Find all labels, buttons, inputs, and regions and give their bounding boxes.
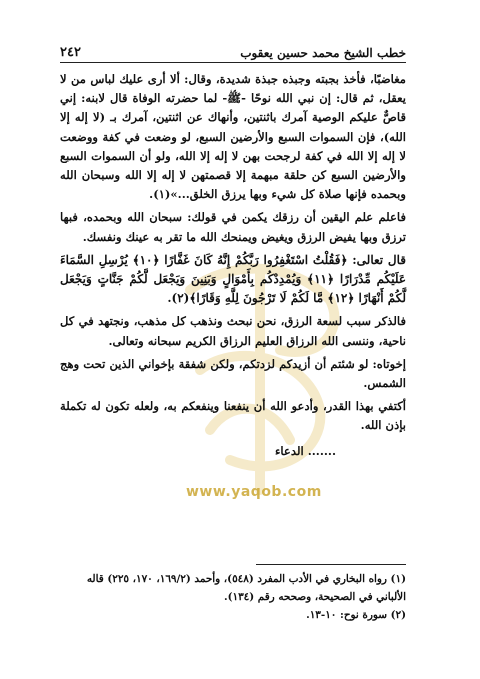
watermark-url: www.yaqob.com — [186, 484, 322, 500]
header-title: خطب الشيخ محمد حسين يعقوب — [240, 46, 406, 60]
footnote: (٢) سورة نوح: ١٠-١٣. — [306, 609, 406, 621]
paragraph: أكتفي بهذا القدر، وأدعو الله أن ينفعنا وينفعكم به، ولعله تكون له تكملة بإذن الله. — [60, 399, 406, 433]
page-number: ٢٤٢ — [60, 45, 81, 60]
page-header — [60, 42, 406, 60]
footnote-rule — [256, 564, 406, 565]
closing-dua: ....... الدعاء — [274, 443, 336, 458]
footnotes — [60, 570, 406, 624]
paragraph: إخوتاه: لو شئتم أن أزيدكم لزدتكم، ولكن شفقة بإخواني الذين تحت وهج الشمس. — [60, 356, 406, 391]
paragraph: فاعلم علم اليقين أن رزقك يكمن في قولك: سبحان الله وبحمده، فبها ترزق وبها يفيض الرزق ويغيض ويمنحك الله ما تقر به عينك ونفسك. — [60, 210, 406, 244]
footnote: (١) رواه البخاري في الأدب المفرد (٥٤٨)، وأحمد (١٦٩/٢، ١٧٠، ٢٢٥) قاله الألباني في الصحيحة، وصححه رقم (١٣٤). — [86, 573, 406, 603]
quran-quote: قال تعالى: ﴿فَقُلْتُ اسْتَغْفِرُوا رَبَّكُمْ إِنَّهُ كَانَ غَفَّارًا ﴿١٠﴾ يُرْسِلِ السَّمَاءَ عَلَيْكُم مِّدْرَارًا ﴿١١﴾ وَيُمْدِدْكُم بِأَمْوَالٍ وَبَنِينَ وَيَجْعَل لَّكُمْ جَنَّاتٍ وَيَجْعَل لَّكُمْ أَنْهَارًا ﴿١٢﴾ مَّا لَكُمْ لَا تَرْجُونَ لِلَّهِ وَقَارًا﴾(٢). — [60, 252, 406, 306]
header-rule — [60, 62, 406, 63]
body-text — [60, 70, 406, 465]
paragraph: فالذكر سبب لسعة الرزق، نحن نبحث ونذهب كل مذهب، ونجتهد في كل ناحية، وننسى الله الرزاق العليم الرزاق الكريم سبحانه وتعالى. — [60, 314, 406, 348]
paragraph: مغاضبًا، فأخذ بجبته وجبذه جبذة شديدة، وقال: ألا أرى عليك لباس من لا يعقل، ثم قال: إن نبي الله نوحًا -ﷺ- لما حضرته الوفاة قال لابنه: إني قاصٌّ عليكم الوصية آمرك باثنتين، وأنهاك عن اثنتين، آمرك بـ (لا إله إلا الله)، فإن السموات السبع والأرضين السبع، لو وضعت في كفة ووضعت لا إله إلا الله في كفة لرجحت بهن لا إله إلا الله، ولو أن السموات السبع والأرضين السبع كن حلقة مبهمة إلا قصمتهن لا إله إلا الله وسبحان الله وبحمده فإنها صلاة كل شيء وبها يرزق الخلق...»(١). — [60, 72, 406, 202]
